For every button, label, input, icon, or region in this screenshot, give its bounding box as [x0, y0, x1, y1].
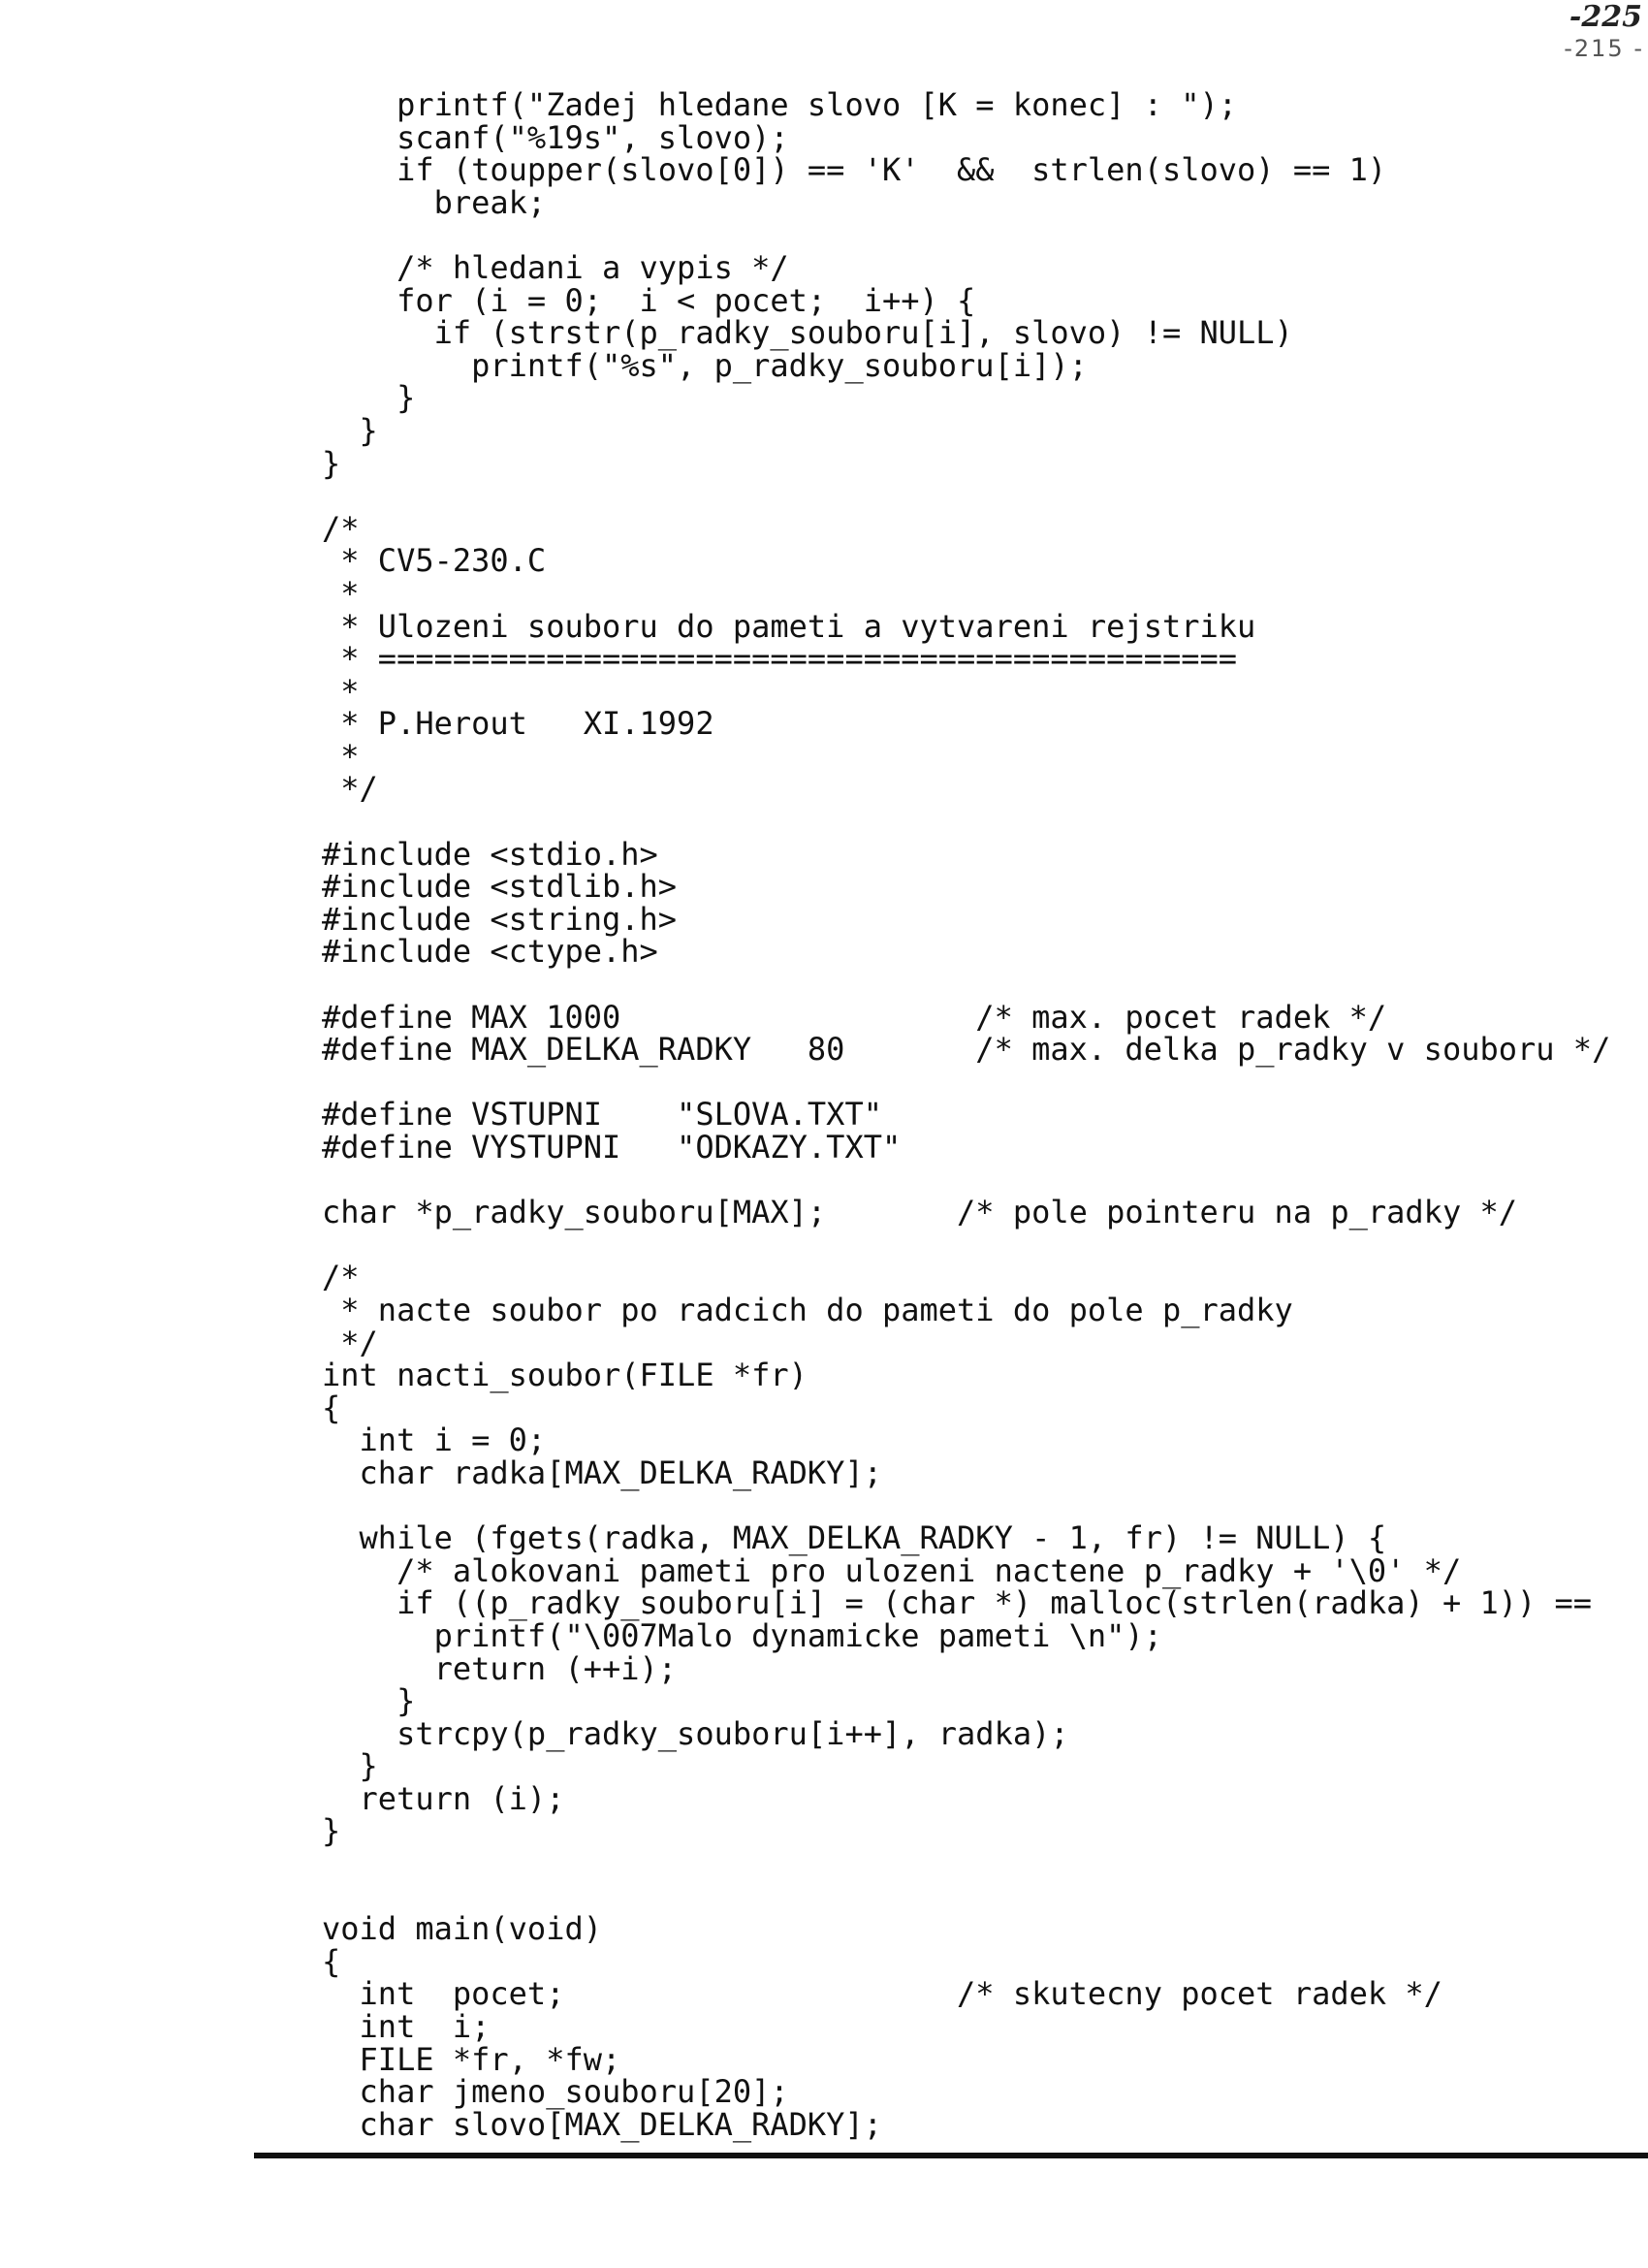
code-line	[322, 1490, 1610, 1523]
code-line: }	[322, 444, 341, 482]
code-line: }	[322, 1747, 378, 1785]
code-line: if (toupper(slovo[0]) == 'K' && strlen(slovo) == 1)	[322, 151, 1387, 189]
code-line: #define VYSTUPNI "ODKAZY.TXT"	[322, 1129, 902, 1166]
code-line: /* alokovani pameti pro ulozeni nactene p_radky + '\0' */	[322, 1551, 1462, 1589]
code-line: scanf("%19s", slovo);	[322, 118, 789, 156]
page-number: -225	[1569, 0, 1642, 34]
code-line: /* hledani a vypis */	[322, 248, 789, 286]
code-line	[322, 969, 1610, 1002]
code-line: char *p_radky_souboru[MAX]; /* pole pointeru na p_radky */	[322, 1194, 1517, 1231]
bottom-rule	[254, 2153, 1648, 2158]
code-line: for (i = 0; i < pocet; i++) {	[322, 281, 976, 319]
code-line: }	[322, 411, 378, 449]
code-line: /*	[322, 1259, 360, 1296]
code-line: #define VSTUPNI "SLOVA.TXT"	[322, 1096, 882, 1134]
code-line: *	[322, 672, 360, 710]
code-line	[322, 1067, 1610, 1100]
code-line: *	[322, 574, 360, 612]
code-line: break;	[322, 183, 547, 221]
code-line: }	[322, 379, 416, 417]
code-line: */	[322, 770, 378, 808]
code-line: return (i);	[322, 1779, 565, 1817]
code-line: {	[322, 1389, 341, 1426]
code-line: void main(void)	[322, 1910, 602, 1948]
code-line: int i;	[322, 2008, 491, 2046]
code-line: #include <ctype.h>	[322, 933, 658, 971]
code-line: printf("\007Malo dynamicke pameti \n");	[322, 1616, 1162, 1654]
code-line	[322, 480, 1610, 513]
code-line: char slovo[MAX_DELKA_RADKY];	[322, 2105, 882, 2143]
code-line: #include <stdlib.h>	[322, 868, 678, 906]
code-line: if ((p_radky_souboru[i] = (char *) malloc(strlen(radka) + 1)) ==	[322, 1584, 1593, 1622]
code-line: {	[322, 1942, 341, 1980]
code-line: char radka[MAX_DELKA_RADKY];	[322, 1453, 882, 1491]
page-number-handwritten: -215 -	[1564, 35, 1644, 62]
code-line	[322, 1881, 1610, 1914]
code-line	[322, 1165, 1610, 1198]
code-line: * nacte soubor po radcich do pameti do pole p_radky	[322, 1291, 1293, 1328]
code-line: * P.Herout XI.1992	[322, 705, 714, 743]
code-line	[322, 806, 1610, 839]
code-line: */	[322, 1324, 378, 1361]
code-line: * Ulozeni souboru do pameti a vytvareni rejstriku	[322, 607, 1256, 645]
code-line: #define MAX_DELKA_RADKY 80 /* max. delka p_radky v souboru */	[322, 1031, 1611, 1069]
code-line: * CV5-230.C	[322, 542, 547, 580]
code-line: #define MAX 1000 /* max. pocet radek */	[322, 998, 1387, 1036]
code-line: int i = 0;	[322, 1421, 547, 1459]
code-line: strcpy(p_radky_souboru[i++], radka);	[322, 1714, 1069, 1752]
code-line: printf("Zadej hledane slovo [K = konec] : ");	[322, 86, 1238, 123]
code-line: int nacti_soubor(FILE *fr)	[322, 1357, 808, 1394]
code-line	[322, 1848, 1610, 1881]
code-listing	[322, 86, 1611, 2143]
code-line: }	[322, 1682, 416, 1720]
code-line: }	[322, 1812, 341, 1850]
code-line: #include <stdio.h>	[322, 835, 658, 873]
code-line: #include <string.h>	[322, 900, 678, 938]
code-line	[322, 1230, 1610, 1262]
code-line: char jmeno_souboru[20];	[322, 2073, 789, 2111]
code-line: if (strstr(p_radky_souboru[i], slovo) != NULL)	[322, 314, 1293, 352]
code-line: printf("%s", p_radky_souboru[i]);	[322, 346, 1088, 384]
code-line	[322, 219, 1610, 252]
code-line: * ==============================================	[322, 640, 1238, 678]
code-line: /*	[322, 509, 360, 547]
code-line: FILE *fr, *fw;	[322, 2040, 621, 2078]
code-line: int pocet; /* skutecny pocet radek */	[322, 1975, 1442, 2013]
code-line: while (fgets(radka, MAX_DELKA_RADKY - 1, fr) != NULL) {	[322, 1519, 1387, 1557]
code-line: return (++i);	[322, 1649, 678, 1687]
code-line: *	[322, 737, 360, 775]
